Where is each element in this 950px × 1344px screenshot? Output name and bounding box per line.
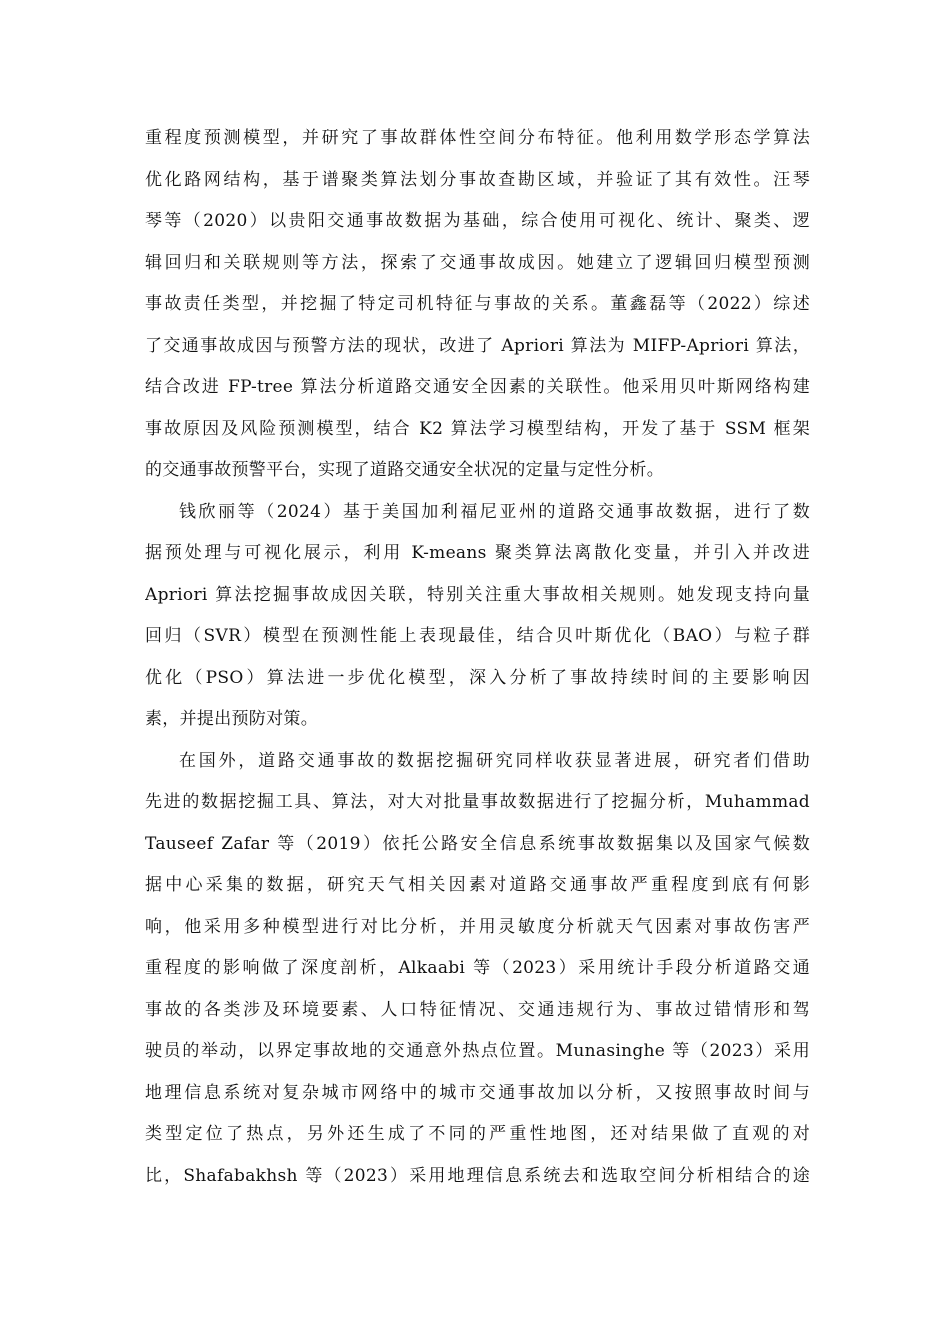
paragraph-first-line: 在国外，道路交通事故的数据挖掘研究同样收获显著进展，研究者们借助: [179, 750, 810, 771]
text-line: 事故责任类型，并挖掘了特定司机特征与事故的关系。董鑫磊等（2022）综述: [145, 294, 810, 314]
text-line: 琴等（2020）以贵阳交通事故数据为基础，综合使用可视化、统计、聚类、逻: [145, 211, 810, 231]
text-line: 重程度的影响做了深度剖析，Alkaabi 等（2023）采用统计手段分析道路交通: [145, 958, 810, 978]
text-line: 驶员的举动，以界定事故地的交通意外热点位置。Munasinghe 等（2023）采用: [145, 1041, 810, 1061]
text-line: 了交通事故成因与预警方法的现状，改进了 Apriori 算法为 MIFP-Apriori 算法，: [145, 335, 810, 356]
text-line: 先进的数据挖掘工具、算法，对大对批量事故数据进行了挖掘分析，Muhammad: [145, 792, 810, 812]
paragraph-first-line: 钱欣丽等（2024）基于美国加利福尼亚州的道路交通事故数据，进行了数: [179, 501, 810, 522]
text-line: 据预处理与可视化展示，利用 K-means 聚类算法离散化变量，并引入并改进: [145, 543, 810, 563]
text-line: 事故的各类涉及环境要素、人口特征情况、交通违规行为、事故过错情形和驾: [145, 999, 810, 1020]
text-line: 优化（PSO）算法进一步优化模型，深入分析了事故持续时间的主要影响因: [145, 667, 810, 688]
text-line: 据中心采集的数据，研究天气相关因素对道路交通事故严重程度到底有何影: [145, 875, 810, 895]
text-line: Tauseef Zafar 等（2019）依托公路安全信息系统事故数据集以及国家气候数: [145, 833, 810, 854]
text-line: 比，Shafabakhsh 等（2023）采用地理信息系统去和选取空间分析相结合的途: [145, 1165, 810, 1186]
text-line: 素，并提出预防对策。: [145, 709, 318, 729]
text-line: 回归（SVR）模型在预测性能上表现最佳，结合贝叶斯优化（BAO）与粒子群: [145, 626, 810, 646]
text-line: 事故原因及风险预测模型，结合 K2 算法学习模型结构，开发了基于 SSM 框架: [145, 418, 810, 439]
text-line: 辑回归和关联规则等方法，探索了交通事故成因。她建立了逻辑回归模型预测: [145, 252, 810, 273]
text-line: Apriori 算法挖掘事故成因关联，特别关注重大事故相关规则。她发现支持向量: [145, 584, 810, 605]
text-line: 类型定位了热点，另外还生成了不同的严重性地图，还对结果做了直观的对: [145, 1124, 810, 1144]
text-line: 的交通事故预警平台，实现了道路交通安全状况的定量与定性分析。: [145, 460, 664, 480]
text-line: 重程度预测模型，并研究了事故群体性空间分布特征。他利用数学形态学算法: [145, 128, 810, 148]
text-line: 响，他采用多种模型进行对比分析，并用灵敏度分析就天气因素对事故伤害严: [145, 916, 810, 937]
text-line: 结合改进 FP-tree 算法分析道路交通安全因素的关联性。他采用贝叶斯网络构建: [145, 377, 810, 397]
text-line: 优化路网结构，基于谱聚类算法划分事故查勘区域，并验证了其有效性。汪琴: [145, 169, 810, 190]
body-text: [145, 118, 810, 1197]
text-line: 地理信息系统对复杂城市网络中的城市交通事故加以分析，又按照事故时间与: [145, 1082, 810, 1103]
